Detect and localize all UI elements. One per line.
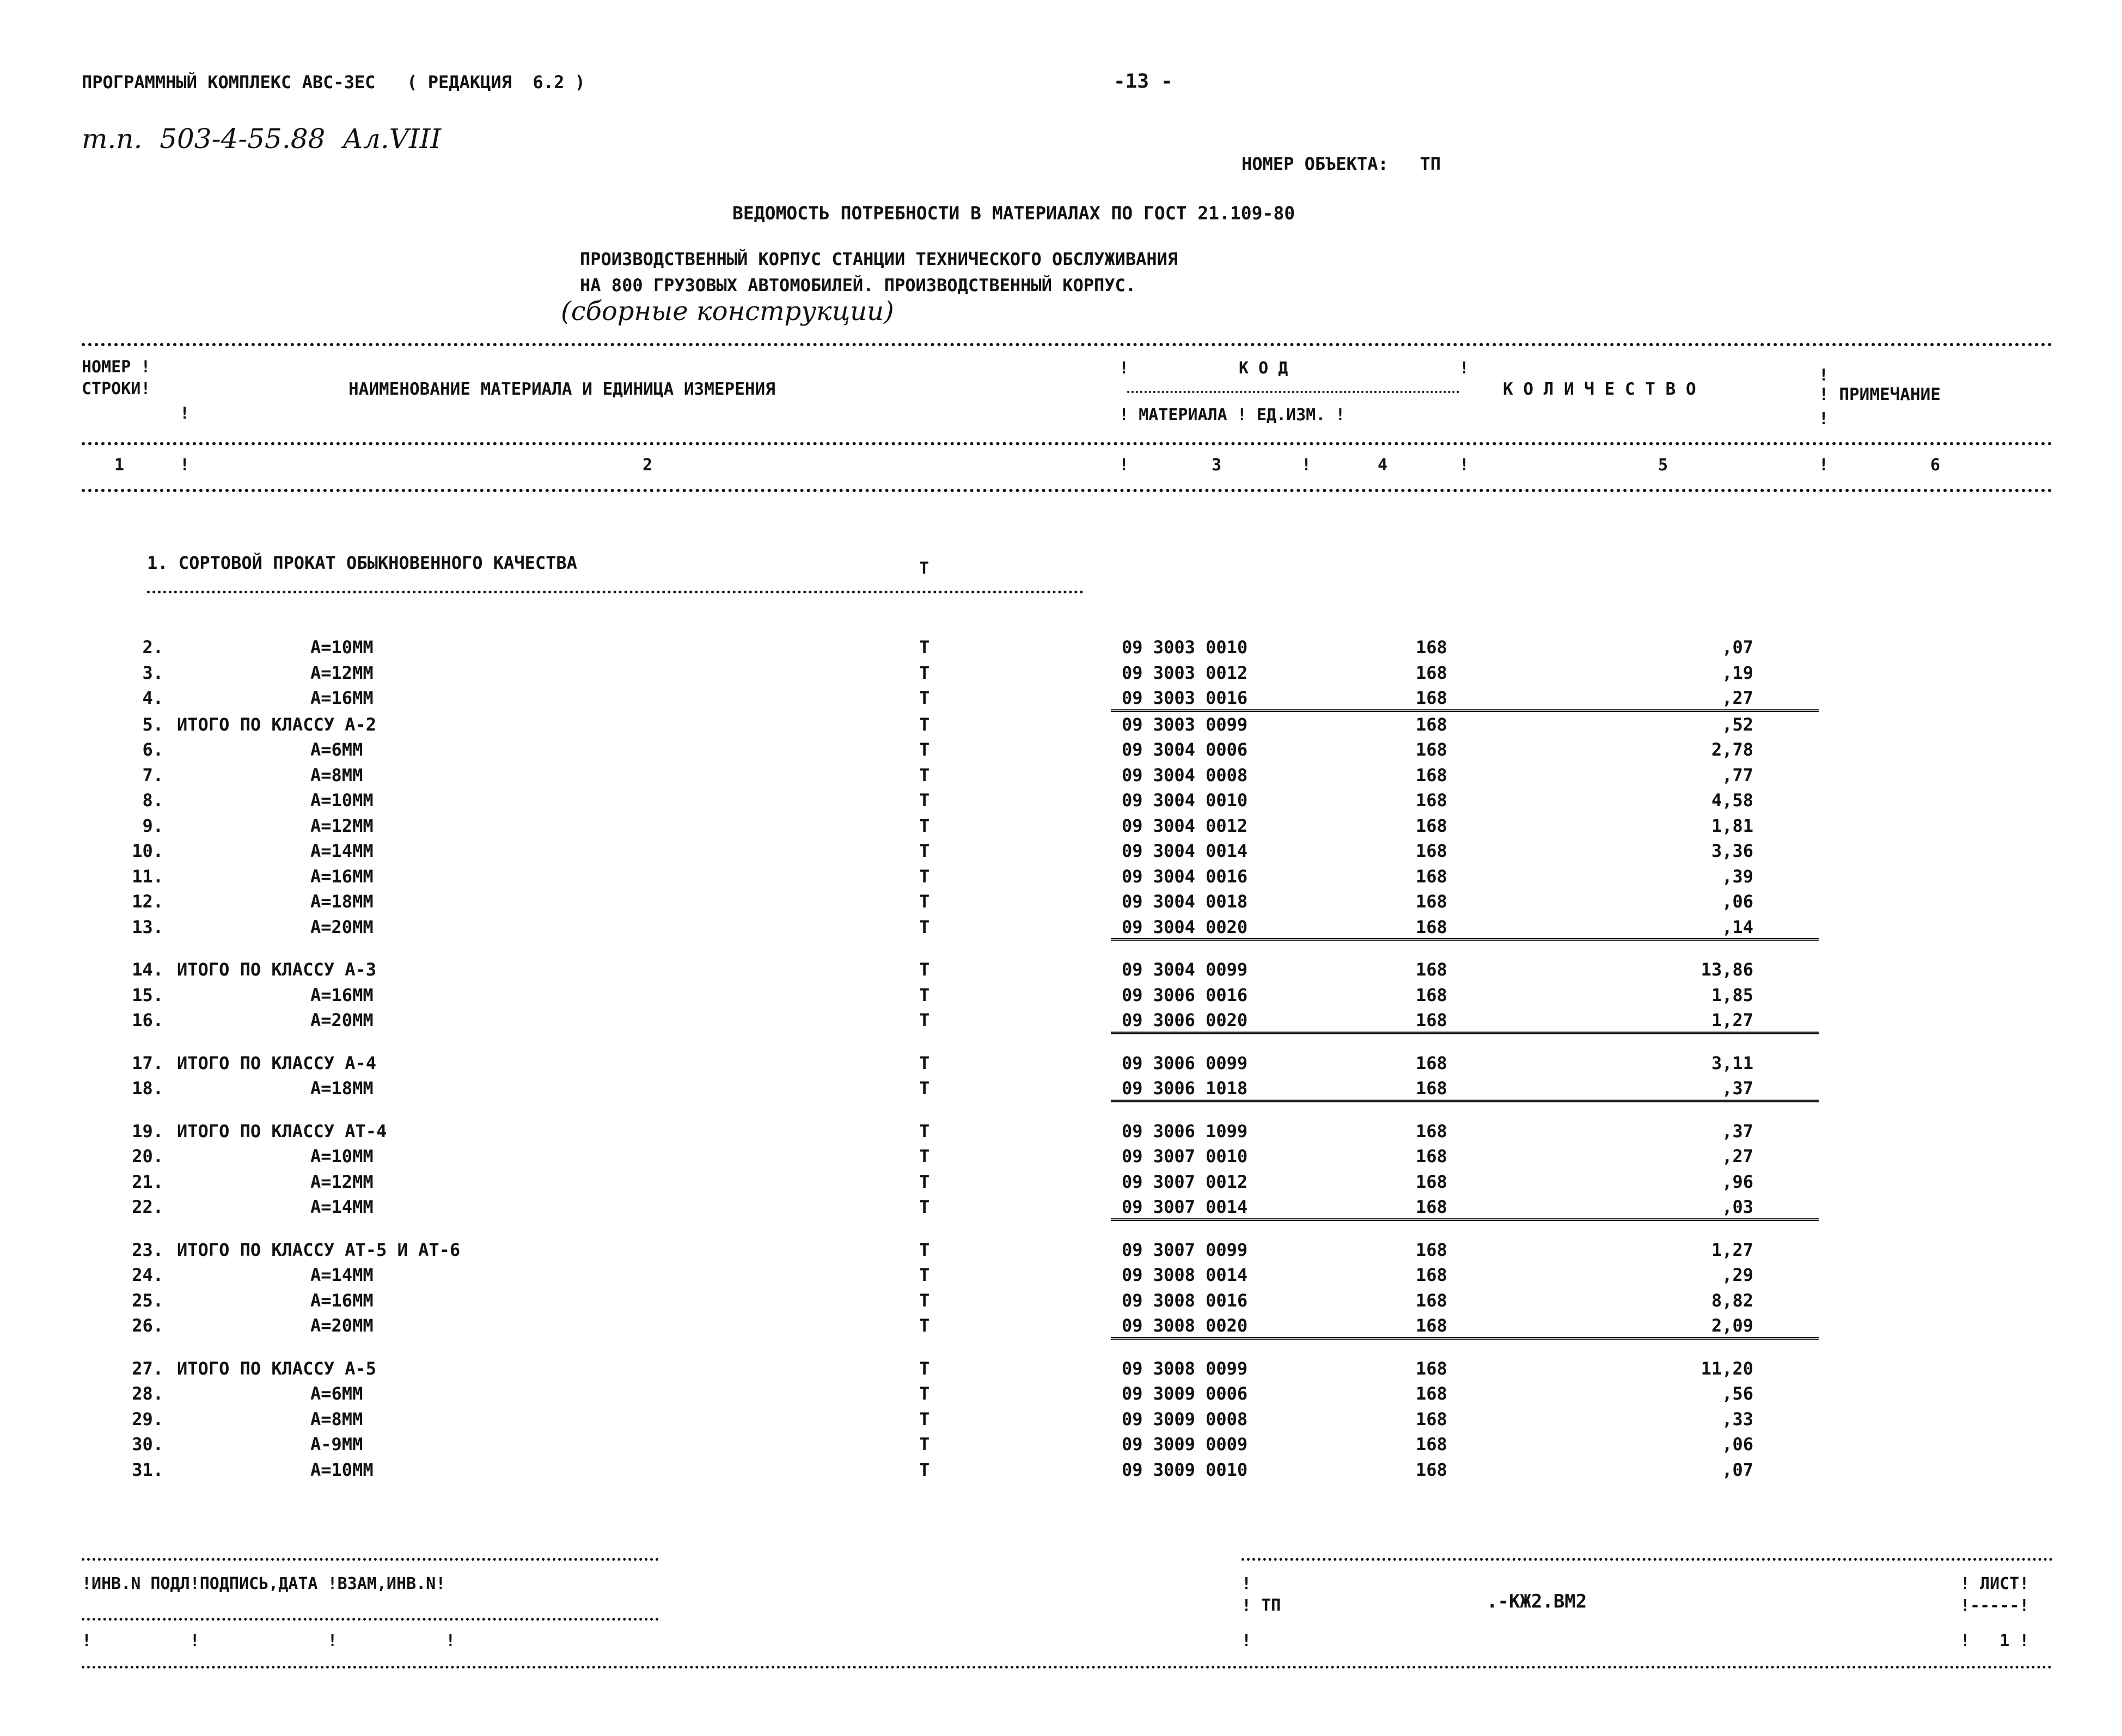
header-code-sep-left: ! bbox=[1119, 359, 1129, 378]
row-number: 15. bbox=[132, 984, 163, 1005]
quantity-cell: 1,81 bbox=[1711, 815, 1753, 836]
group-total-rule bbox=[1111, 1337, 1819, 1340]
unit-code: 168 bbox=[1416, 714, 1447, 735]
unit-cell: Т bbox=[919, 959, 930, 980]
quantity-cell: 1,27 bbox=[1711, 1010, 1753, 1030]
quantity-cell: ,29 bbox=[1722, 1265, 1753, 1285]
statement-title: ВЕДОМОСТЬ ПОТРЕБНОСТИ В МАТЕРИАЛАХ ПО ГОСТ 21.109-80 bbox=[732, 203, 1295, 224]
quantity-cell: ,37 bbox=[1722, 1078, 1753, 1099]
group-total-name: ИТОГО ПО КЛАССУ АТ-5 И АТ-6 bbox=[177, 1239, 461, 1260]
row-number: 31. bbox=[132, 1459, 163, 1480]
material-code: 09 3003 0010 bbox=[1122, 637, 1248, 658]
unit-code: 168 bbox=[1416, 1358, 1447, 1379]
material-name: А=20ММ bbox=[310, 1010, 374, 1030]
material-name: А=14ММ bbox=[310, 1197, 374, 1217]
unit-code: 168 bbox=[1416, 1290, 1447, 1311]
program-header: ПРОГРАММНЫЙ КОМПЛЕКС АВС-ЗЕС ( РЕДАКЦИЯ 6.2 ) bbox=[82, 72, 585, 93]
col-note-header: ! ПРИМЕЧАНИЕ bbox=[1819, 385, 1941, 404]
unit-cell: Т bbox=[919, 1290, 930, 1311]
unit-code: 168 bbox=[1416, 1120, 1447, 1142]
col-code-subheaders: ! МАТЕРИАЛА ! ЕД.ИЗМ. ! bbox=[1119, 406, 1346, 425]
material-name: А=16ММ bbox=[310, 1290, 374, 1311]
group-total-name: ИТОГО ПО КЛАССУ АТ-4 bbox=[177, 1120, 387, 1142]
col-number-1: 1 bbox=[114, 456, 125, 475]
unit-cell: Т bbox=[919, 1120, 930, 1142]
row-number: 29. bbox=[132, 1408, 163, 1430]
col-number-2: 2 bbox=[643, 456, 653, 475]
footer-doc-top-rule bbox=[1242, 1558, 2053, 1561]
material-name: А=16ММ bbox=[310, 984, 374, 1005]
unit-code: 168 bbox=[1416, 1383, 1447, 1404]
row-number: 26. bbox=[132, 1315, 163, 1336]
row-number: 21. bbox=[132, 1171, 163, 1192]
material-name: А-9ММ bbox=[310, 1434, 363, 1455]
num-row-sep-4: ! bbox=[1459, 456, 1470, 475]
quantity-cell: 8,82 bbox=[1711, 1290, 1753, 1311]
group-total-rule bbox=[1111, 1032, 1819, 1034]
material-code: 09 3004 0099 bbox=[1122, 959, 1248, 980]
material-code: 09 3009 0009 bbox=[1122, 1434, 1248, 1455]
material-code: 09 3006 0099 bbox=[1122, 1052, 1248, 1074]
footer-stamp-mid-rule bbox=[82, 1618, 659, 1621]
unit-cell: Т bbox=[919, 1408, 930, 1430]
col-number-6: 6 bbox=[1930, 456, 1941, 475]
row-number: 12. bbox=[132, 891, 163, 912]
unit-code: 168 bbox=[1416, 739, 1447, 760]
num-row-sep-3: ! bbox=[1301, 456, 1312, 475]
doc-code: .-КЖ2.ВМ2 bbox=[1487, 1591, 1587, 1612]
unit-code: 168 bbox=[1416, 1052, 1447, 1074]
material-code: 09 3004 0012 bbox=[1122, 815, 1248, 836]
material-name: А=14ММ bbox=[310, 1265, 374, 1285]
material-code: 09 3007 0099 bbox=[1122, 1239, 1248, 1260]
col-number-4: 4 bbox=[1378, 456, 1388, 475]
code-group-rule bbox=[1127, 391, 1459, 393]
section-underline bbox=[147, 591, 1084, 593]
quantity-cell: ,33 bbox=[1722, 1408, 1753, 1430]
unit-cell: Т bbox=[919, 891, 930, 912]
doc-label: ! ТП bbox=[1242, 1596, 1281, 1615]
quantity-cell: ,39 bbox=[1722, 866, 1753, 887]
quantity-cell: 3,11 bbox=[1711, 1052, 1753, 1074]
subtitle-line-2: НА 800 ГРУЗОВЫХ АВТОМОБИЛЕЙ. ПРОИЗВОДСТВЕННЫЙ КОРПУС. bbox=[580, 275, 1136, 296]
col-number-5: 5 bbox=[1658, 456, 1668, 475]
unit-cell: Т bbox=[919, 688, 930, 708]
material-code: 09 3006 0016 bbox=[1122, 984, 1248, 1005]
unit-cell: Т bbox=[919, 1052, 930, 1074]
quantity-cell: ,06 bbox=[1722, 891, 1753, 912]
unit-cell: Т bbox=[919, 790, 930, 811]
row-number: 6. bbox=[142, 739, 163, 760]
unit-code: 168 bbox=[1416, 1197, 1447, 1217]
quantity-cell: 2,09 bbox=[1711, 1315, 1753, 1336]
header-top-rule bbox=[82, 343, 2053, 346]
col-row-number-line3: ! bbox=[180, 404, 190, 423]
quantity-cell: ,06 bbox=[1722, 1434, 1753, 1455]
quantity-cell: 13,86 bbox=[1701, 959, 1753, 980]
material-code: 09 3006 0020 bbox=[1122, 1010, 1248, 1030]
unit-code: 168 bbox=[1416, 815, 1447, 836]
row-number: 27. bbox=[132, 1358, 163, 1379]
col-material-name-header: НАИМЕНОВАНИЕ МАТЕРИАЛА И ЕДИНИЦА ИЗМЕРЕНИЯ bbox=[348, 379, 775, 399]
unit-cell: Т bbox=[919, 1434, 930, 1455]
unit-code: 168 bbox=[1416, 916, 1447, 937]
material-name: А=10ММ bbox=[310, 637, 374, 658]
material-code: 09 3004 0018 bbox=[1122, 891, 1248, 912]
material-name: А=12ММ bbox=[310, 815, 374, 836]
header-note-sep-top: ! bbox=[1819, 366, 1829, 385]
section-title: 1. СОРТОВОЙ ПРОКАТ ОБЫКНОВЕННОГО КАЧЕСТВА bbox=[147, 553, 577, 573]
col-quantity-header: К О Л И Ч Е С Т В О bbox=[1503, 379, 1696, 399]
quantity-cell: ,77 bbox=[1722, 764, 1753, 786]
quantity-cell: ,56 bbox=[1722, 1383, 1753, 1404]
unit-code: 168 bbox=[1416, 891, 1447, 912]
row-number: 7. bbox=[142, 764, 163, 786]
material-name: А=8ММ bbox=[310, 1408, 363, 1430]
unit-code: 168 bbox=[1416, 1459, 1447, 1480]
group-total-name: ИТОГО ПО КЛАССУ А-5 bbox=[177, 1358, 377, 1379]
unit-code: 168 bbox=[1416, 764, 1447, 786]
unit-code: 168 bbox=[1416, 866, 1447, 887]
row-number: 23. bbox=[132, 1239, 163, 1260]
footer-bottom-rule bbox=[82, 1666, 2053, 1668]
section-unit: Т bbox=[919, 559, 929, 578]
num-row-sep-5: ! bbox=[1819, 456, 1829, 475]
header-note-sep-bottom: ! bbox=[1819, 409, 1829, 428]
unit-code: 168 bbox=[1416, 662, 1447, 683]
unit-code: 168 bbox=[1416, 637, 1447, 658]
unit-cell: Т bbox=[919, 1265, 930, 1285]
col-row-number-line2: СТРОКИ! bbox=[82, 379, 151, 398]
unit-cell: Т bbox=[919, 866, 930, 887]
material-code: 09 3008 0099 bbox=[1122, 1358, 1248, 1379]
material-name: А=8ММ bbox=[310, 764, 363, 786]
unit-code: 168 bbox=[1416, 841, 1447, 861]
stamp-header: !ИНВ.N ПОДЛ!ПОДПИСЬ,ДАТА !ВЗАМ,ИНВ.N! bbox=[82, 1574, 446, 1593]
row-number: 16. bbox=[132, 1010, 163, 1030]
quantity-cell: 3,36 bbox=[1711, 841, 1753, 861]
unit-code: 168 bbox=[1416, 1408, 1447, 1430]
row-number: 10. bbox=[132, 841, 163, 861]
unit-cell: Т bbox=[919, 1197, 930, 1217]
unit-code: 168 bbox=[1416, 1434, 1447, 1455]
unit-cell: Т bbox=[919, 1239, 930, 1260]
row-number: 25. bbox=[132, 1290, 163, 1311]
subtitle-line-1: ПРОИЗВОДСТВЕННЫЙ КОРПУС СТАНЦИИ ТЕХНИЧЕСКОГО ОБСЛУЖИВАНИЯ bbox=[580, 249, 1178, 269]
group-total-rule bbox=[1111, 1218, 1819, 1221]
material-code: 09 3006 1018 bbox=[1122, 1078, 1248, 1099]
row-number: 19. bbox=[132, 1120, 163, 1142]
sheet-dash: !-----! bbox=[1960, 1596, 2029, 1615]
material-name: А=10ММ bbox=[310, 1459, 374, 1480]
sheet-label: ! ЛИСТ! bbox=[1960, 1574, 2029, 1593]
material-code: 09 3003 0099 bbox=[1122, 714, 1248, 735]
unit-cell: Т bbox=[919, 1010, 930, 1030]
unit-code: 168 bbox=[1416, 959, 1447, 980]
quantity-cell: ,27 bbox=[1722, 688, 1753, 708]
material-name: А=20ММ bbox=[310, 1315, 374, 1336]
unit-code: 168 bbox=[1416, 790, 1447, 811]
row-number: 4. bbox=[142, 688, 163, 708]
quantity-cell: 4,58 bbox=[1711, 790, 1753, 811]
material-name: А=16ММ bbox=[310, 688, 374, 708]
quantity-cell: ,52 bbox=[1722, 714, 1753, 735]
material-name: А=14ММ bbox=[310, 841, 374, 861]
doc-sep-top: ! bbox=[1242, 1574, 1252, 1593]
row-number: 14. bbox=[132, 959, 163, 980]
group-total-rule bbox=[1111, 1100, 1819, 1102]
unit-code: 168 bbox=[1416, 1239, 1447, 1260]
unit-code: 168 bbox=[1416, 1146, 1447, 1167]
row-number: 8. bbox=[142, 790, 163, 811]
material-code: 09 3004 0006 bbox=[1122, 739, 1248, 760]
quantity-cell: ,07 bbox=[1722, 1459, 1753, 1480]
sheet-value: ! 1 ! bbox=[1960, 1631, 2029, 1651]
material-name: А=6ММ bbox=[310, 1383, 363, 1404]
unit-cell: Т bbox=[919, 1459, 930, 1480]
row-number: 13. bbox=[132, 916, 163, 937]
quantity-cell: 1,85 bbox=[1711, 984, 1753, 1005]
group-total-rule bbox=[1111, 709, 1819, 712]
unit-cell: Т bbox=[919, 739, 930, 760]
group-total-rule bbox=[1111, 938, 1819, 941]
footer-stamp-top-rule bbox=[82, 1558, 659, 1561]
material-code: 09 3004 0010 bbox=[1122, 790, 1248, 811]
material-name: А=10ММ bbox=[310, 790, 374, 811]
material-name: А=20ММ bbox=[310, 916, 374, 937]
unit-cell: Т bbox=[919, 1171, 930, 1192]
object-number-label: НОМЕР ОБЪЕКТА: ТП bbox=[1242, 154, 1441, 174]
unit-code: 168 bbox=[1416, 1315, 1447, 1336]
unit-code: 168 bbox=[1416, 1171, 1447, 1192]
material-name: А=10ММ bbox=[310, 1146, 374, 1167]
material-code: 09 3004 0020 bbox=[1122, 916, 1248, 937]
header-bottom-rule bbox=[82, 489, 2053, 492]
doc-sep-bottom: ! bbox=[1242, 1631, 1252, 1651]
row-number: 11. bbox=[132, 866, 163, 887]
row-number: 24. bbox=[132, 1265, 163, 1285]
material-name: А=12ММ bbox=[310, 662, 374, 683]
material-code: 09 3007 0010 bbox=[1122, 1146, 1248, 1167]
material-name: А=16ММ bbox=[310, 866, 374, 887]
group-total-name: ИТОГО ПО КЛАССУ А-3 bbox=[177, 959, 377, 980]
unit-cell: Т bbox=[919, 1146, 930, 1167]
unit-cell: Т bbox=[919, 714, 930, 735]
material-code: 09 3008 0014 bbox=[1122, 1265, 1248, 1285]
quantity-cell: ,19 bbox=[1722, 662, 1753, 683]
quantity-cell: ,37 bbox=[1722, 1120, 1753, 1142]
material-code: 09 3004 0014 bbox=[1122, 841, 1248, 861]
group-total-name: ИТОГО ПО КЛАССУ А-4 bbox=[177, 1052, 377, 1074]
material-code: 09 3006 1099 bbox=[1122, 1120, 1248, 1142]
unit-code: 168 bbox=[1416, 1010, 1447, 1030]
unit-code: 168 bbox=[1416, 1078, 1447, 1099]
header-code-sep-right: ! bbox=[1459, 359, 1470, 378]
handwritten-subtitle: (сборные конструкции) bbox=[561, 296, 894, 327]
quantity-cell: 11,20 bbox=[1701, 1358, 1753, 1379]
material-code: 09 3007 0014 bbox=[1122, 1197, 1248, 1217]
quantity-cell: ,03 bbox=[1722, 1197, 1753, 1217]
num-row-sep-1: ! bbox=[180, 456, 190, 475]
row-number: 5. bbox=[142, 714, 163, 735]
row-number: 17. bbox=[132, 1052, 163, 1074]
group-total-name: ИТОГО ПО КЛАССУ А-2 bbox=[177, 714, 377, 735]
quantity-cell: 1,27 bbox=[1711, 1239, 1753, 1260]
material-code: 09 3008 0020 bbox=[1122, 1315, 1248, 1336]
row-number: 22. bbox=[132, 1197, 163, 1217]
unit-code: 168 bbox=[1416, 984, 1447, 1005]
quantity-cell: 2,78 bbox=[1711, 739, 1753, 760]
material-name: А=18ММ bbox=[310, 891, 374, 912]
material-code: 09 3004 0008 bbox=[1122, 764, 1248, 786]
handwritten-reference: т.п. 503-4-55.88 Ал.VIII bbox=[82, 123, 442, 155]
unit-cell: Т bbox=[919, 662, 930, 683]
row-number: 3. bbox=[142, 662, 163, 683]
row-number: 9. bbox=[142, 815, 163, 836]
material-code: 09 3003 0016 bbox=[1122, 688, 1248, 708]
unit-cell: Т bbox=[919, 1358, 930, 1379]
unit-cell: Т bbox=[919, 815, 930, 836]
row-number: 18. bbox=[132, 1078, 163, 1099]
unit-cell: Т bbox=[919, 764, 930, 786]
material-name: А=12ММ bbox=[310, 1171, 374, 1192]
material-code: 09 3003 0012 bbox=[1122, 662, 1248, 683]
unit-cell: Т bbox=[919, 984, 930, 1005]
page-number: -13 - bbox=[1114, 70, 1173, 93]
material-code: 09 3009 0006 bbox=[1122, 1383, 1248, 1404]
col-number-3: 3 bbox=[1212, 456, 1222, 475]
stamp-empty-row: ! ! ! ! bbox=[82, 1631, 456, 1651]
header-mid-rule bbox=[82, 442, 2053, 445]
material-code: 09 3008 0016 bbox=[1122, 1290, 1248, 1311]
row-number: 28. bbox=[132, 1383, 163, 1404]
quantity-cell: ,27 bbox=[1722, 1146, 1753, 1167]
material-code: 09 3007 0012 bbox=[1122, 1171, 1248, 1192]
material-code: 09 3004 0016 bbox=[1122, 866, 1248, 887]
unit-cell: Т bbox=[919, 1383, 930, 1404]
quantity-cell: ,96 bbox=[1722, 1171, 1753, 1192]
quantity-cell: ,14 bbox=[1722, 916, 1753, 937]
material-name: А=6ММ bbox=[310, 739, 363, 760]
material-code: 09 3009 0010 bbox=[1122, 1459, 1248, 1480]
row-number: 2. bbox=[142, 637, 163, 658]
row-number: 20. bbox=[132, 1146, 163, 1167]
unit-cell: Т bbox=[919, 1078, 930, 1099]
unit-code: 168 bbox=[1416, 688, 1447, 708]
unit-cell: Т bbox=[919, 637, 930, 658]
col-row-number-line1: НОМЕР ! bbox=[82, 358, 151, 377]
col-code-group-header: К О Д bbox=[1239, 359, 1288, 378]
row-number: 30. bbox=[132, 1434, 163, 1455]
unit-cell: Т bbox=[919, 1315, 930, 1336]
unit-cell: Т bbox=[919, 916, 930, 937]
num-row-sep-2: ! bbox=[1119, 456, 1129, 475]
unit-code: 168 bbox=[1416, 1265, 1447, 1285]
material-code: 09 3009 0008 bbox=[1122, 1408, 1248, 1430]
material-name: А=18ММ bbox=[310, 1078, 374, 1099]
unit-cell: Т bbox=[919, 841, 930, 861]
quantity-cell: ,07 bbox=[1722, 637, 1753, 658]
